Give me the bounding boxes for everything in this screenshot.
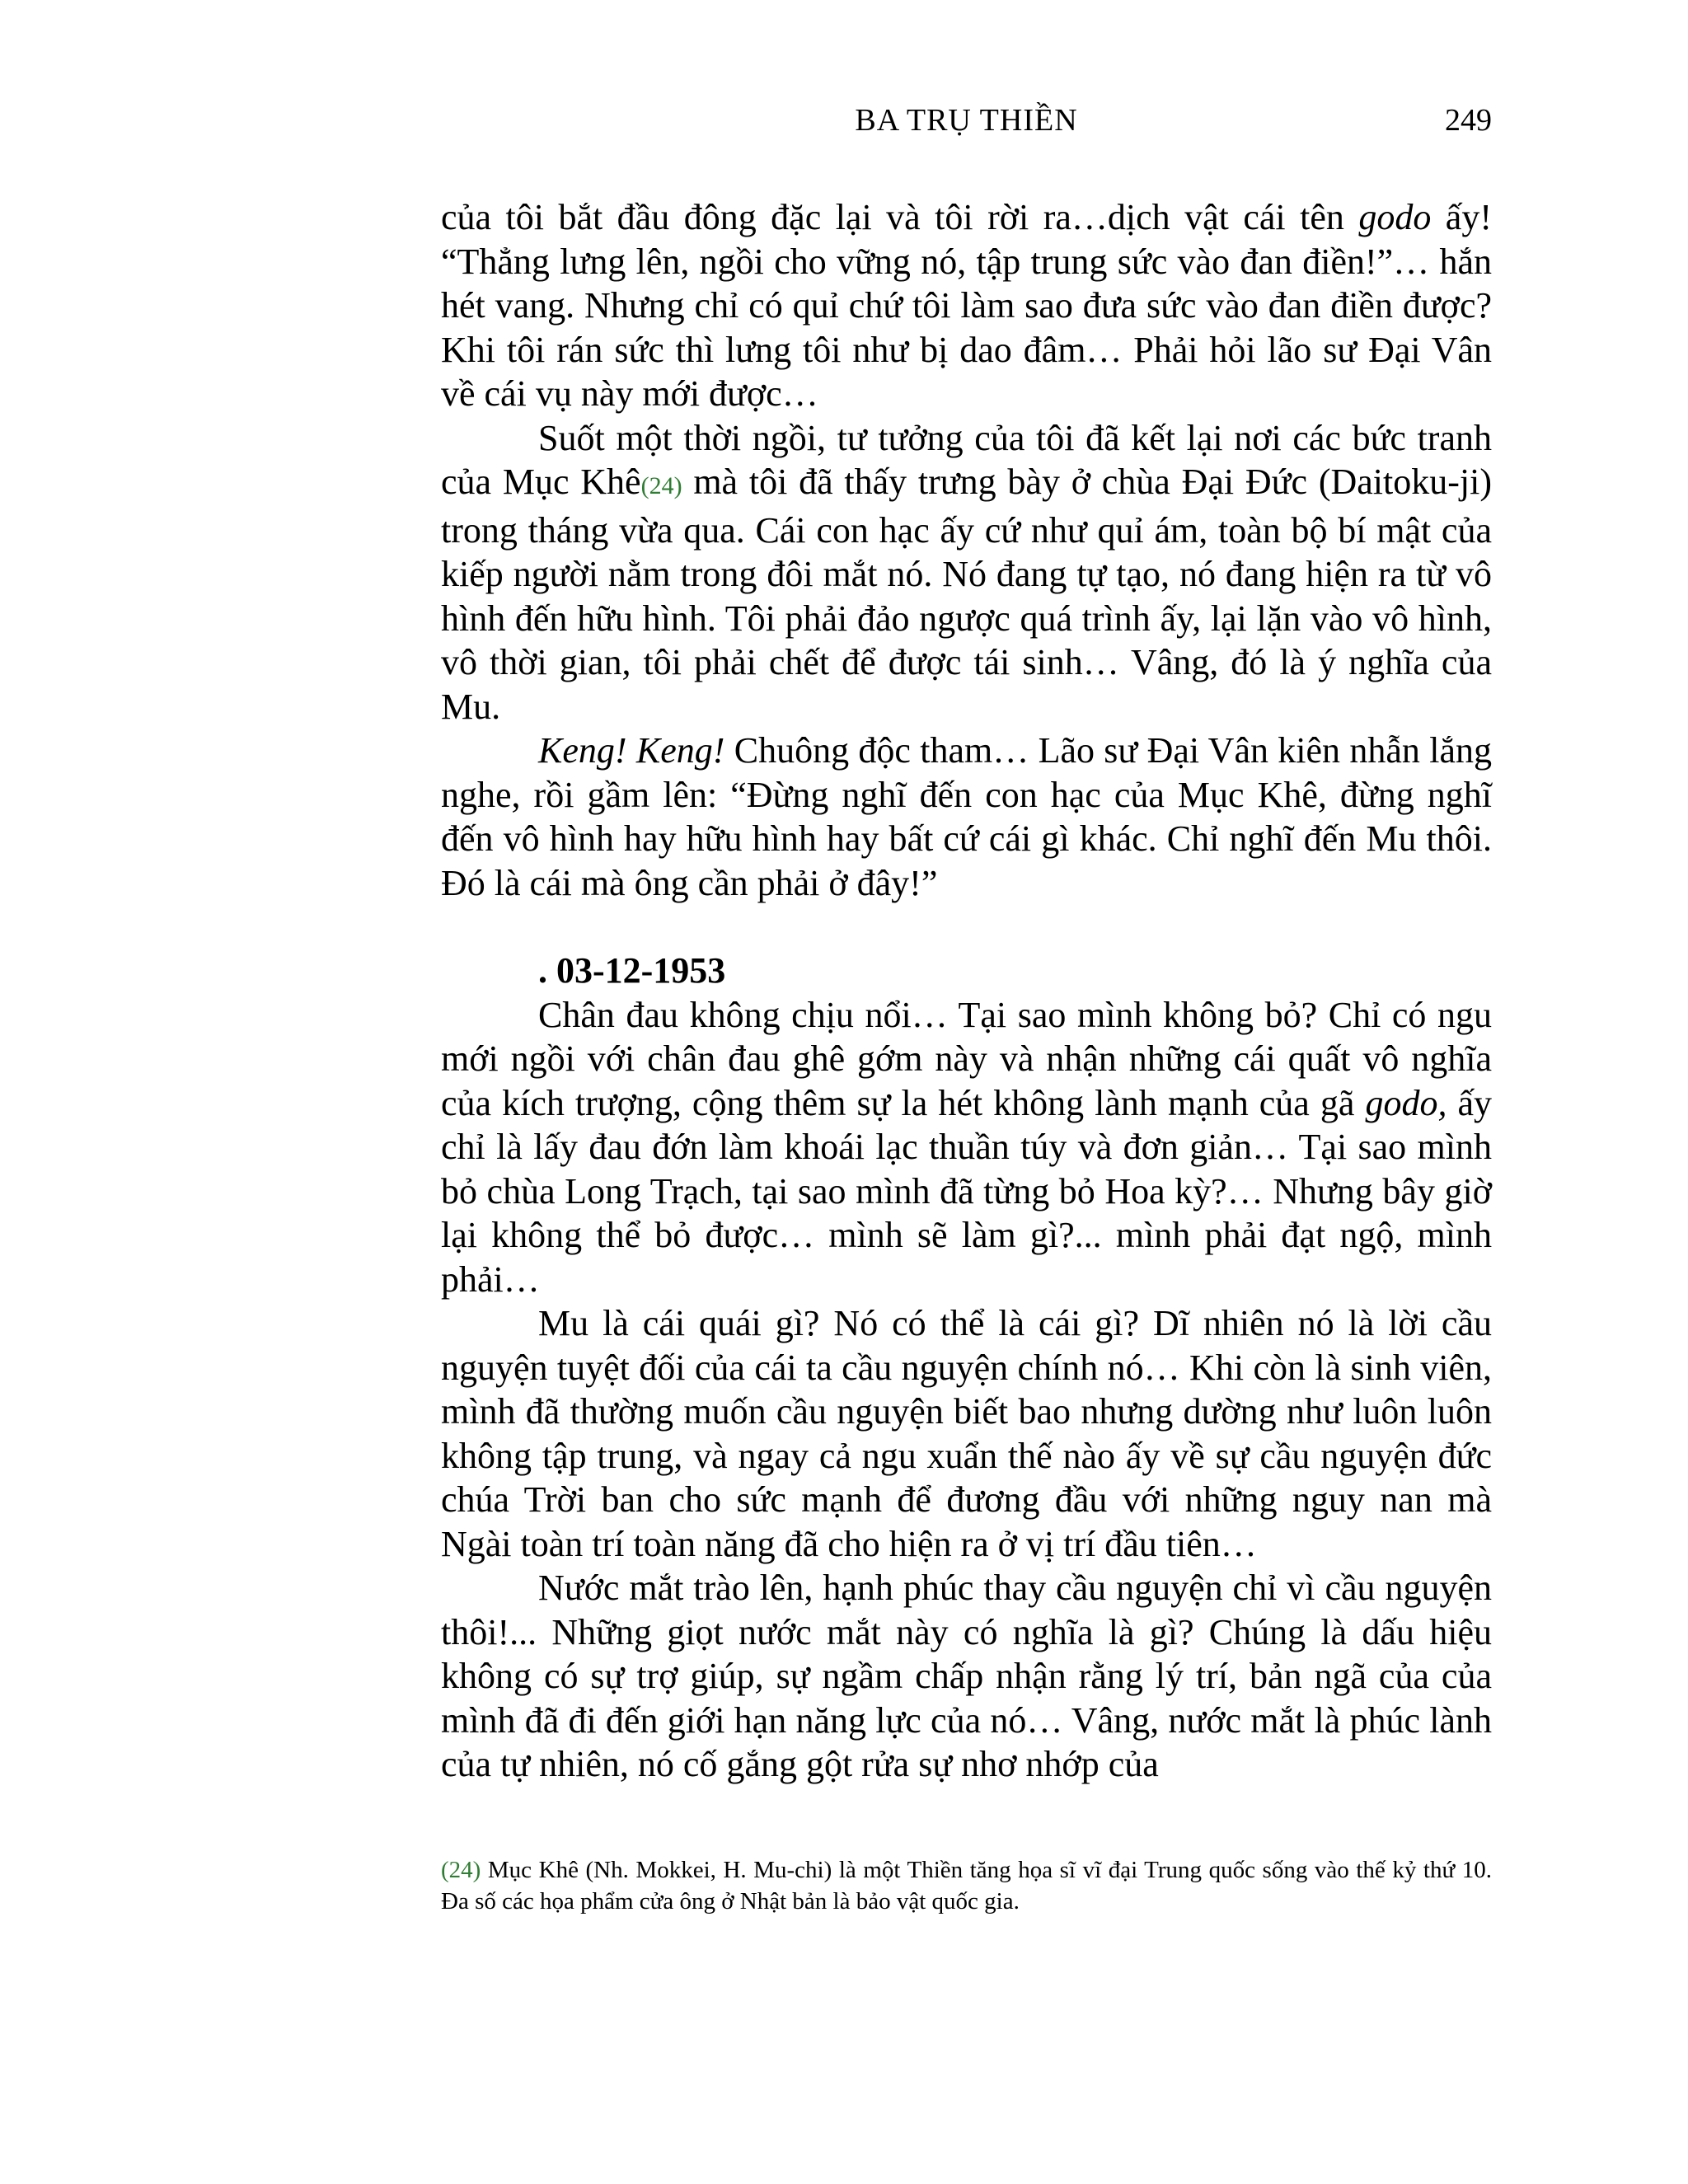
paragraph-keng (441, 729, 1492, 905)
paragraph-text: mà tôi đã thấy trưng bày ở chùa Đại Đức (Daitoku-ji) trong tháng vừa qua. Cái con hạc ấy cứ như quỉ ám, toàn bộ bí mật của kiếp người nằm trong đôi mắt nó. Nó đang tự tạo, nó đang hiện ra từ vô hình đến hữu hình. Tôi phải đảo ngược quá trình ấy, lại lặn vào vô hình, vô thời gian, tôi phải chết để được tái sinh… Vâng, đó là ý nghĩa của Mu. (441, 462, 1492, 727)
paragraph-nuoc-mat: Nước mắt trào lên, hạnh phúc thay cầu nguyện chỉ vì cầu nguyện thôi!... Những giọt nước mắt này có nghĩa là gì? Chúng là dấu hiệu không có sự trợ giúp, sự ngầm chấp nhận rằng lý trí, bản ngã của của mình đã đi đến giới hạn năng lực của nó… Vâng, nước mắt là phúc lành của tự nhiên, nó cố gắng gột rửa sự nhơ nhớp của (441, 1568, 1492, 1784)
italic-keng: Keng! Keng! (538, 730, 725, 771)
running-header (441, 96, 1492, 145)
italic-term-godo: godo (1358, 197, 1432, 237)
paragraph-continuation (441, 195, 1492, 416)
paragraph-text: Chuông độc tham… Lão sư Đại Vân kiên nhẫn lắng nghe, rồi gầm lên: “Đừng nghĩ đến con hạc của Mục Khê, đừng nghĩ đến vô hình hay hữu hình hay bất cứ cái gì khác. Chỉ nghĩ đến Mu thôi. Đó là cái mà ông cần phải ở đây!” (441, 730, 1492, 903)
footnote-text: Mục Khê (Nh. Mokkei, H. Mu-chi) là một Thiền tăng họa sĩ vĩ đại Trung quốc sống vào thế kỷ thứ 10. Đa số các họa phẩm cửa ông ở Nhật bản là bảo vật quốc gia. (441, 1857, 1492, 1915)
running-title: BA TRỤ THIỀN (855, 103, 1078, 138)
paragraph-text: Chân đau không chịu nổi… Tại sao mình không bỏ? Chỉ có ngu mới ngồi với chân đau ghê gớm này và nhận những cái quất vô nghĩa của kích trượng, cộng thêm sự la hét không lành mạnh của gã (441, 994, 1492, 1123)
paragraph-mu: Mu là cái quái gì? Nó có thể là cái gì? Dĩ nhiên nó là lời cầu nguyện tuyệt đối của cái ta cầu nguyện chính nó… Khi còn là sinh viên, mình đã thường muốn cầu nguyện biết bao nhưng dường như luôn luôn không tập trung, và ngay cả ngu xuẩn thế nào ấy về sự cầu nguyện đức chúa Trời ban cho sức mạnh để đương đầu với những nguy nan mà Ngài toàn trí toàn năng đã cho hiện ra ở vị trí đầu tiên… (441, 1303, 1492, 1564)
footnote (441, 1854, 1492, 1917)
page-number: 249 (1445, 103, 1492, 138)
italic-term-godo: godo, (1365, 1082, 1447, 1123)
paragraph-text: ấy! “Thẳng lưng lên, ngồi cho vững nó, tập trung sức vào đan điền!”… hắn hét vang. Nhưng chỉ có quỉ chứ tôi làm sao đưa sức vào đan điền được? Khi tôi rán sức thì lưng tôi như bị dao đâm… Phải hỏi lão sư Đại Vân về cái vụ này mới được… (441, 197, 1492, 414)
footnote-reference[interactable]: (24) (640, 472, 682, 499)
paragraph-chan-dau (441, 993, 1492, 1302)
paragraph-text: của tôi bắt đầu đông đặc lại và tôi rời ra…dịch vật cái tên (441, 197, 1359, 237)
paragraph-text: Suốt một thời ngồi, tư tưởng của tôi đã kết lại nơi các bức tranh của Mục Khê (441, 417, 1492, 502)
paragraph-text: ấy chỉ là lấy đau đớn làm khoái lạc thuần túy và đơn giản… Tại sao mình bỏ chùa Long Trạch, tại sao mình đã từng bỏ Hoa kỳ?… Nhưng bây giờ lại không thể bỏ được… mình sẽ làm gì?... mình phải đạt ngộ, mình phải… (441, 1082, 1493, 1300)
body-text (441, 195, 1492, 1787)
footnote-number: (24) (441, 1857, 481, 1883)
date-heading: . 03-12-1953 (538, 950, 726, 991)
paragraph-muc-khe (441, 416, 1492, 729)
